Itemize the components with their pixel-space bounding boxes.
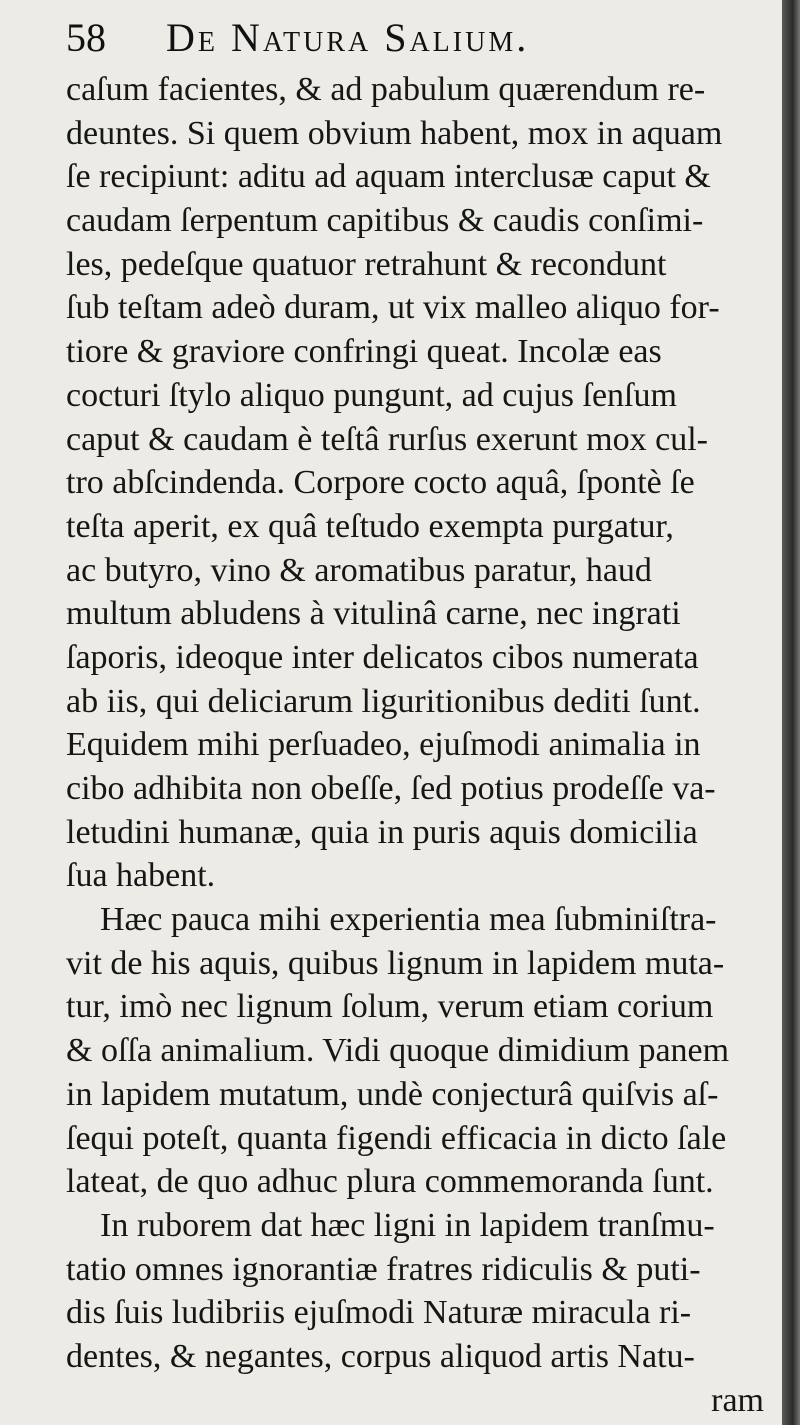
text-line: vit de his aquis, quibus lignum in lapidem muta- — [66, 944, 725, 982]
text-line: lateat, de quo adhuc plura commemoranda ſunt. — [66, 1163, 714, 1201]
body-text — [66, 68, 778, 1422]
text-line: tro abſcindenda. Corpore cocto aquâ, ſpontè ſe — [66, 464, 695, 502]
paragraph-first-line: Hæc pauca mihi experientia mea ſubminiſtra- — [100, 901, 717, 939]
text-line: les, pedeſque quatuor retrahunt & recondunt — [66, 245, 667, 283]
text-line: tur, imò nec lignum ſolum, verum etiam corium — [66, 988, 714, 1026]
text-line: caudam ſerpentum capitibus & caudis conſimi- — [66, 202, 704, 240]
text-line: dentes, & negantes, corpus aliquod artis Natu- — [66, 1337, 695, 1375]
text-line: dis ſuis ludibriis ejuſmodi Naturæ miracula ri- — [66, 1294, 692, 1332]
text-line: ſaporis, ideoque inter delicatos cibos numerata — [66, 638, 699, 676]
text-line: letudini humanæ, quia in puris aquis domicilia — [66, 813, 698, 851]
book-gutter — [782, 0, 800, 1425]
text-line: multum abludens à vitulinâ carne, nec ingrati — [66, 595, 681, 633]
text-line: ſequi poteſt, quanta figendi efficacia in dicto ſale — [66, 1119, 727, 1157]
page-number: 58 — [66, 15, 106, 60]
text-line: caſum facientes, & ad pabulum quærendum re- — [66, 71, 706, 108]
text-line: deuntes. Si quem obvium habent, mox in aquam — [66, 114, 723, 152]
text-line: caput & caudam è teſtâ rurſus exerunt mox cul- — [66, 420, 708, 458]
text-line: ſub teſtam adeò duram, ut vix malleo aliquo for- — [66, 289, 720, 327]
text-line: & oſſa animalium. Vidi quoque dimidium panem — [66, 1032, 730, 1070]
text-line: Equidem mihi perſuadeo, ejuſmodi animalia in — [66, 726, 701, 764]
catchword: ram — [711, 1381, 764, 1419]
text-line: ſua habent. — [66, 857, 216, 895]
text-line: cibo adhibita non obeſſe, ſed potius prodeſſe va- — [66, 770, 716, 807]
paragraph-first-line: In ruborem dat hæc ligni in lapidem tranſmu- — [100, 1206, 715, 1244]
text-line: in lapidem mutatum, undè conjecturâ quiſvis aſ- — [66, 1075, 719, 1113]
text-line: ac butyro, vino & aromatibus paratur, haud — [66, 551, 652, 589]
text-line: ab iis, qui deliciarum liguritionibus dediti ſunt. — [66, 682, 701, 720]
text-line: ſe recipiunt: aditu ad aquam interclusæ caput & — [66, 158, 711, 196]
running-title: De Natura Salium. — [166, 15, 530, 60]
text-line: tatio omnes ignorantiæ fratres ridiculis & puti- — [66, 1250, 701, 1288]
text-line: tiore & graviore confringi queat. Incolæ eas — [66, 333, 662, 371]
text-line: teſta aperit, ex quâ teſtudo exempta purgatur, — [66, 507, 674, 545]
page-header — [66, 10, 706, 70]
text-line: cocturi ſtylo aliquo pungunt, ad cujus ſenſum — [66, 376, 677, 414]
